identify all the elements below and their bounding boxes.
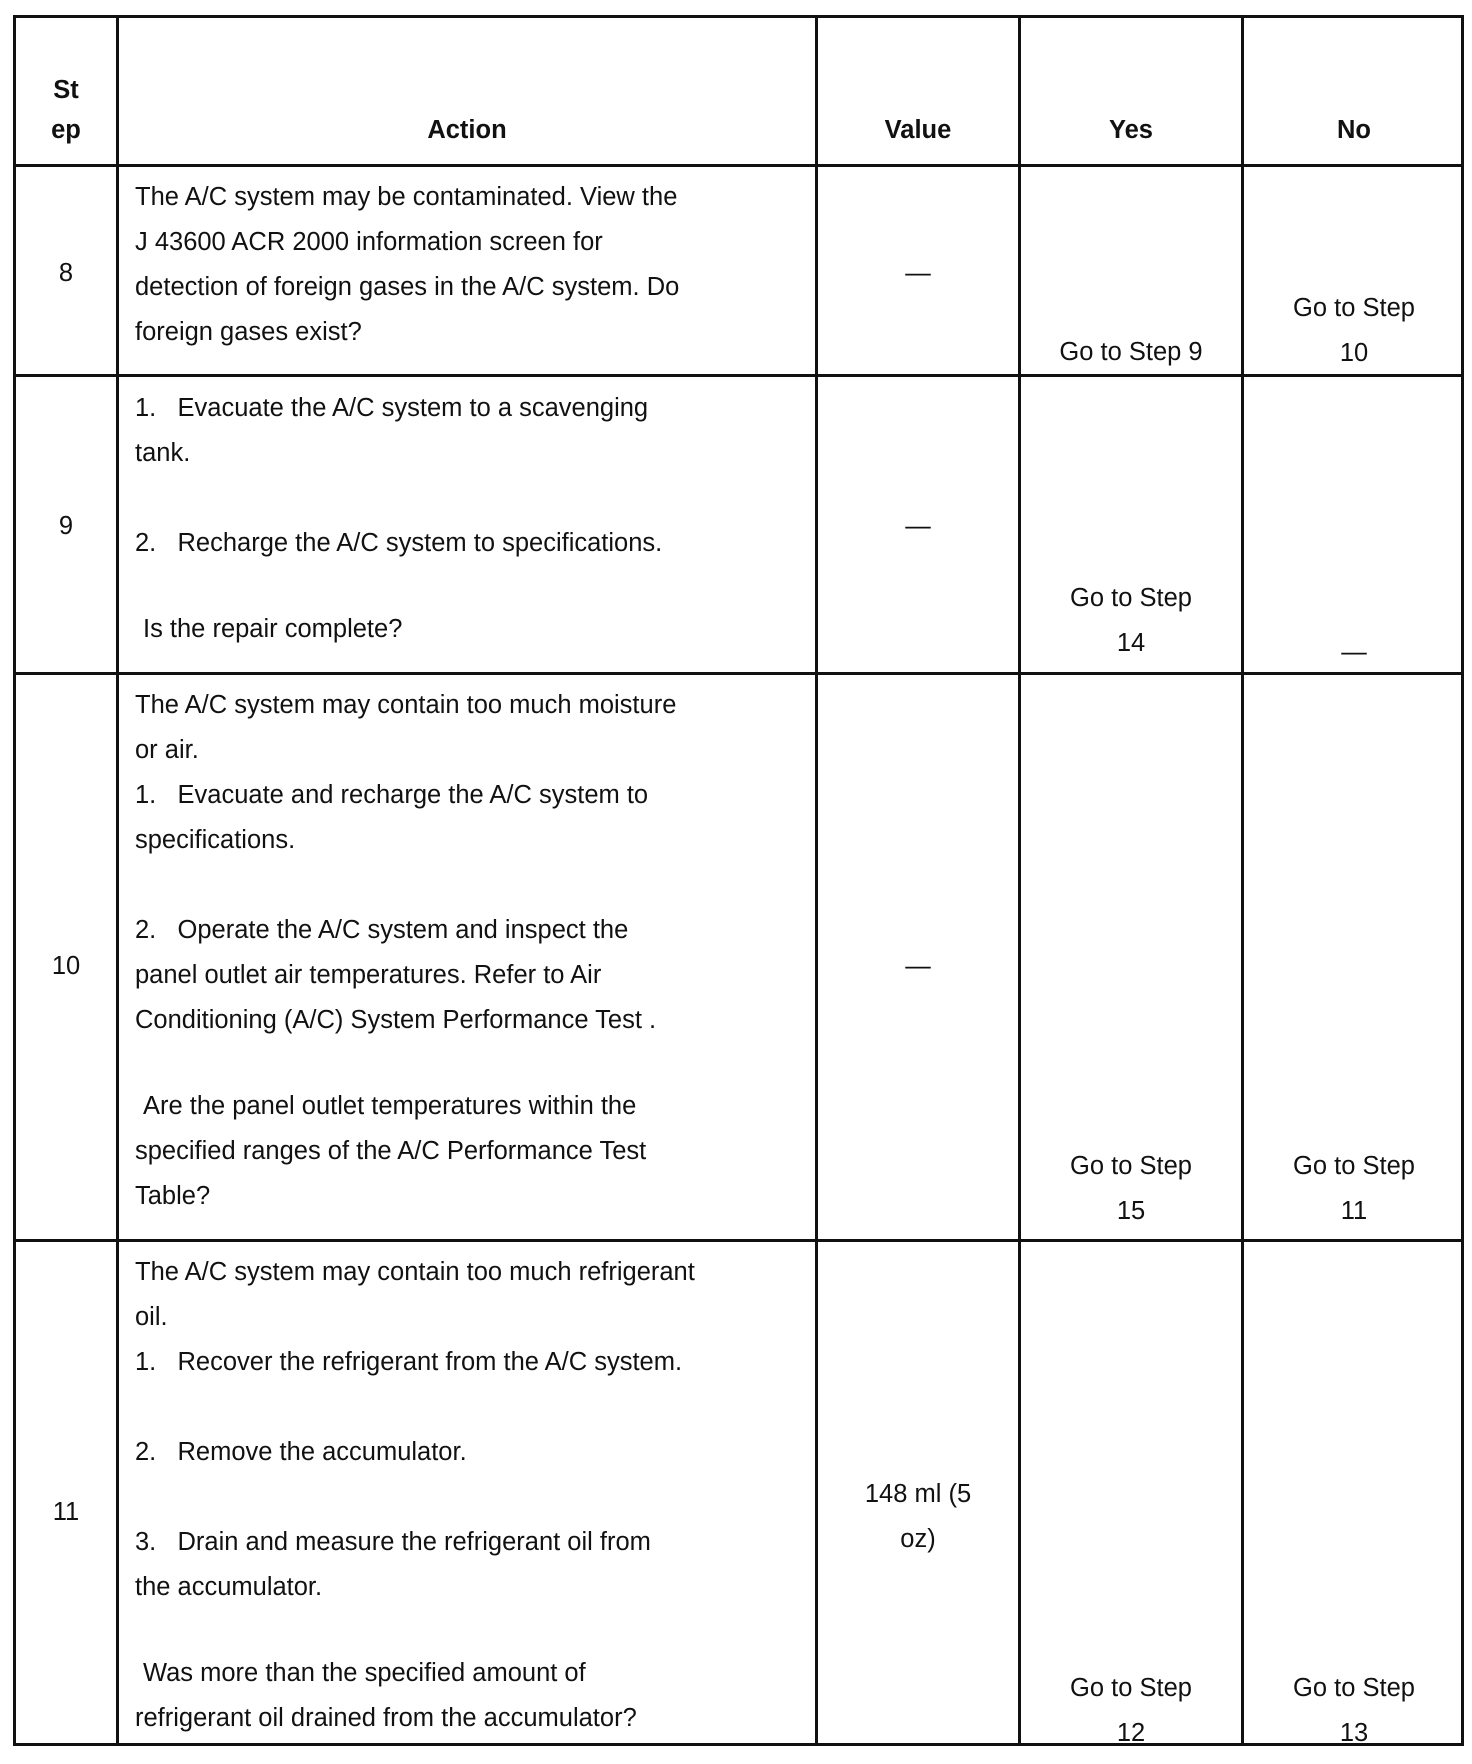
no-link[interactable]: Go to Step 11 — [1293, 1152, 1415, 1225]
yes-link[interactable]: Go to Step 9 — [1059, 338, 1203, 366]
row-divider — [16, 1239, 1461, 1242]
no-link[interactable]: Go to Step 10 — [1293, 294, 1415, 367]
value-text: — — [905, 512, 931, 540]
header-no: No — [1337, 116, 1371, 144]
no-value: — — [1341, 638, 1367, 666]
action-text: The A/C system may be contaminated. View the J 43600 ACR 2000 information screen for detection of foreign gases in the A/C system. Do foreign gases exist? — [135, 183, 680, 346]
no-link[interactable]: Go to Step 13 — [1293, 1674, 1415, 1747]
row-divider — [16, 164, 1461, 167]
yes-link[interactable]: Go to Step 14 — [1070, 584, 1192, 657]
header-step: St ep — [51, 76, 81, 144]
value-text: — — [905, 259, 931, 287]
yes-link[interactable]: Go to Step 12 — [1070, 1674, 1192, 1747]
action-text: The A/C system may contain too much moisture or air. 1. Evacuate and recharge the A/C system to specifications. 2. Operate the A/C system and inspect the panel outlet air temperatures. Refer to Air Conditioning (A/C) System Performance Test . Are the panel outlet temperatures within the specified ranges of the A/C Performance Test Table? — [135, 691, 677, 1210]
step-number: 9 — [58, 512, 74, 540]
action-text: The A/C system may contain too much refrigerant oil. 1. Recover the refrigerant from the A/C system. 2. Remove the accumulator. 3. Drain and measure the refrigerant oil from the accumulator. Was more than the specified amount of refrigerant oil drained from the accumulator? — [135, 1258, 695, 1732]
header-yes: Yes — [1109, 116, 1153, 144]
step-number: 8 — [58, 259, 74, 287]
value-text: — — [905, 952, 931, 980]
step-number: 11 — [52, 1498, 80, 1526]
value-text: 148 ml (5 oz) — [864, 1480, 972, 1553]
action-text: 1. Evacuate the A/C system to a scavenging tank. 2. Recharge the A/C system to specifications. Is the repair complete? — [135, 394, 663, 643]
column-divider — [1018, 18, 1021, 1743]
column-divider — [1241, 18, 1244, 1743]
diagnostic-table — [13, 15, 1464, 1746]
header-value: Value — [884, 116, 952, 144]
step-number: 10 — [51, 952, 81, 980]
header-action: Action — [427, 116, 507, 144]
row-divider — [16, 672, 1461, 675]
yes-link[interactable]: Go to Step 15 — [1070, 1152, 1192, 1225]
